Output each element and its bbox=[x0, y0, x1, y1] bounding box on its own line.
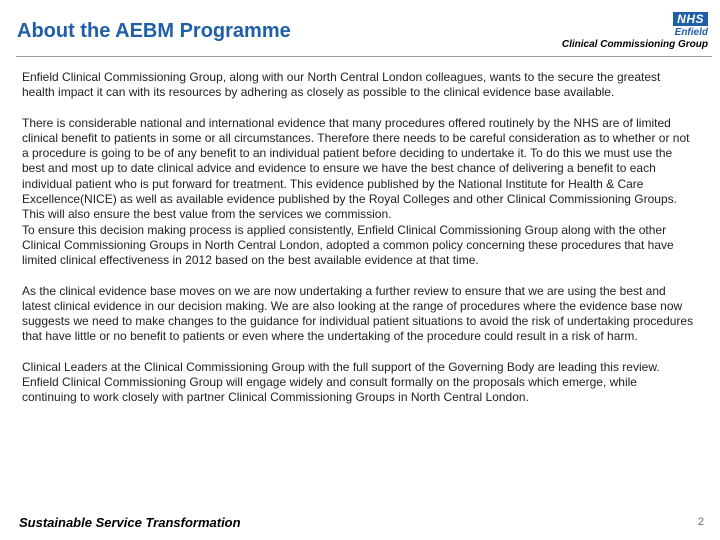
paragraph-intro: Enfield Clinical Commissioning Group, along with our North Central London colleagues, wants to the secure the greatest health impact it can with its resources by adhering as closely as possible to the clinical evidence base available. bbox=[22, 70, 661, 100]
paragraph-evidence: There is considerable national and international evidence that many procedures offered routinely by the NHS are of limited clinical benefit to patients in some or all circumstances. Therefore there needs to be careful consideration as to whether or not a procedure is going to be of any benefit to an individual patient before deciding to undertake it. To do this we must use the best and most up to date clinical advice and evidence to ensure we have the best chance of delivering a benefit to each individual patient who is put forward for treatment. This evidence published by the National Institute for Health & Care Excellence(NICE) as well as available evidence published by the Royal Colleges and other Clinical Commissioning Groups. This will also ensure the best value from the services we commission. bbox=[22, 115, 690, 222]
header-divider bbox=[16, 56, 712, 57]
page-number: 2 bbox=[697, 516, 704, 528]
nhs-logo bbox=[548, 12, 708, 52]
paragraph-policy: To ensure this decision making process is applied consistently, Enfield Clinical Commissioning Group along with the other Clinical Commissioning Groups in North Central London, adopted a common policy concerning these procedures that have limited clinical effectiveness in 2012 based on the best available evidence at that time. bbox=[22, 222, 674, 268]
body-text bbox=[22, 70, 694, 421]
logo-org-subtitle: Clinical Commissioning Group bbox=[561, 39, 708, 50]
logo-org-name: Enfield bbox=[674, 27, 708, 38]
page-title: About the AEBM Programme bbox=[17, 20, 291, 42]
footer-title: Sustainable Service Transformation bbox=[19, 515, 241, 530]
nhs-badge: NHS bbox=[673, 12, 708, 26]
paragraph-leaders: Clinical Leaders at the Clinical Commissioning Group with the full support of the Governing Body are leading this review. Enfield Clinical Commissioning Group will engage widely and consult formally on the proposals which emerge, while continuing to work closely with partner Clinical Commissioning Groups in North Central London. bbox=[22, 359, 660, 405]
paragraph-review: As the clinical evidence base moves on we are now undertaking a further review to ensure that we are using the best and latest clinical evidence in our decision making. We are also looking at the range of procedures where the evidence base now suggests we need to make changes to the guidance for individual patient situations to avoid the risk of undertaking procedures that have little or no benefit to patients or even where the undertaking of the procedure could result in a risk of harm. bbox=[22, 283, 694, 344]
